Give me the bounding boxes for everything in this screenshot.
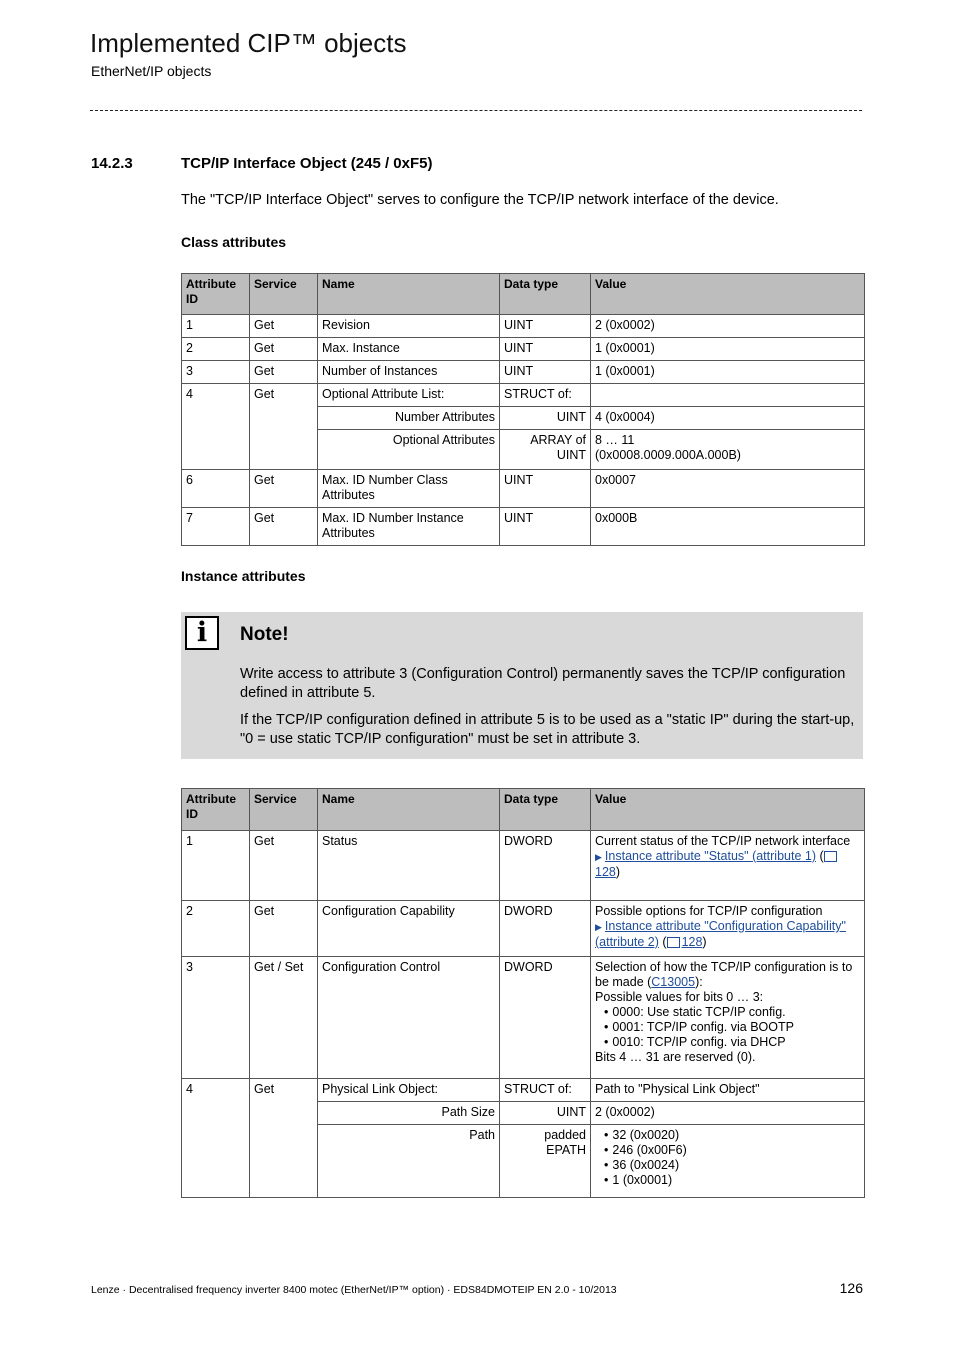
list-item: • 36 (0x0024) [613, 1158, 860, 1173]
cell-type: UINT [500, 470, 591, 508]
cell-service: Get [250, 384, 318, 470]
dashed-divider [90, 110, 862, 111]
list-item: • 1 (0x0001) [613, 1173, 860, 1188]
section-intro: The "TCP/IP Interface Object" serves to configure the TCP/IP network interface of the device. [181, 192, 779, 208]
class-attributes-table [181, 273, 865, 546]
cell-value: 1 (0x0001) [591, 361, 865, 384]
cell-service: Get [250, 361, 318, 384]
cell-type: UINT [500, 361, 591, 384]
cell-value: 2 (0x0002) [591, 1102, 865, 1125]
column-header: Name [318, 274, 500, 315]
table-row [182, 901, 865, 957]
cell-type: UINT [500, 338, 591, 361]
cell-type: UINT [500, 1102, 591, 1125]
cell-name: Revision [318, 315, 500, 338]
column-header: Data type [500, 789, 591, 831]
cell-value: 8 … 11 (0x0008.0009.000A.000B) [591, 430, 865, 470]
cell-value: Possible options for TCP/IP configuration ▶ Instance attribute "Configuration Capability" (attribute 2) ( 128) [591, 901, 865, 957]
instance-attributes-table [181, 788, 865, 1198]
table-row [182, 957, 865, 1079]
list-item: • 0001: TCP/IP config. via BOOTP [613, 1020, 860, 1035]
cell-name: Number of Instances [318, 361, 500, 384]
cell-name: Physical Link Object: [318, 1079, 500, 1102]
cell-type: DWORD [500, 957, 591, 1079]
table-row [182, 508, 865, 546]
column-header: Service [250, 789, 318, 831]
cell-value [591, 1125, 865, 1198]
cell-name: Configuration Control [318, 957, 500, 1079]
arrow-right-icon: ▶ [595, 852, 602, 862]
cell-service: Get [250, 1079, 318, 1198]
cell-name: Status [318, 831, 500, 901]
cell-service: Get [250, 901, 318, 957]
cross-reference-link[interactable]: Instance attribute "Configuration Capability" (attribute 2) [595, 919, 846, 949]
page-number: 126 [839, 1280, 863, 1296]
table-row [182, 361, 865, 384]
cell-type: DWORD [500, 901, 591, 957]
cell-value [591, 384, 865, 407]
cell-id: 1 [182, 315, 250, 338]
cell-id: 2 [182, 901, 250, 957]
cell-name: Max. Instance [318, 338, 500, 361]
book-icon [667, 937, 680, 948]
cell-name: Optional Attribute List: [318, 384, 500, 407]
cell-service: Get [250, 508, 318, 546]
table-row [182, 470, 865, 508]
cell-type: padded EPATH [500, 1125, 591, 1198]
cell-service: Get [250, 338, 318, 361]
cell-service: Get [250, 470, 318, 508]
cell-type: STRUCT of: [500, 384, 591, 407]
cell-service: Get [250, 831, 318, 901]
cell-id: 3 [182, 361, 250, 384]
cell-id: 3 [182, 957, 250, 1079]
page-subtitle: EtherNet/IP objects [91, 63, 212, 79]
cell-name: Max. ID Number Instance Attributes [318, 508, 500, 546]
table-row [182, 1079, 865, 1102]
column-header: Name [318, 789, 500, 831]
page-reference-link[interactable]: 128 [667, 935, 703, 949]
column-header: Attribute ID [182, 274, 250, 315]
cell-subname: Optional Attributes [318, 430, 500, 470]
column-header: Value [591, 789, 865, 831]
class-attributes-heading: Class attributes [181, 234, 287, 250]
list-item: • 246 (0x00F6) [613, 1143, 860, 1158]
bullet-list [595, 1005, 860, 1050]
section-number: 14.2.3 [91, 155, 133, 172]
cell-type: UINT [500, 508, 591, 546]
cell-id: 4 [182, 1079, 250, 1198]
cell-name: Max. ID Number Class Attributes [318, 470, 500, 508]
cell-id: 4 [182, 384, 250, 470]
cell-type: ARRAY of UINT [500, 430, 591, 470]
page-title: Implemented CIP™ objects [90, 28, 407, 58]
cell-value: 4 (0x0004) [591, 407, 865, 430]
list-item: • 0000: Use static TCP/IP config. [613, 1005, 860, 1020]
note-title: Note! [240, 624, 289, 645]
cell-value: Path to "Physical Link Object" [591, 1079, 865, 1102]
cell-id: 7 [182, 508, 250, 546]
arrow-right-icon: ▶ [595, 922, 602, 932]
table-row [182, 338, 865, 361]
cell-type: UINT [500, 315, 591, 338]
column-header: Data type [500, 274, 591, 315]
column-header: Value [591, 274, 865, 315]
cell-subname: Path [318, 1125, 500, 1198]
table-row [182, 831, 865, 901]
cell-value: 0x0007 [591, 470, 865, 508]
cell-value: Selection of how the TCP/IP configuration is to be made (C13005): Possible values for bits 0 … 3: • 0000: Use static TCP/IP config. • 0001: TCP/IP config. via BOOTP • 0010: TCP/IP config. via DHCP Bits 4 … 31 are reserved (0). [591, 957, 865, 1079]
page-reference-link[interactable]: 128 [595, 849, 839, 879]
table-row [182, 384, 865, 407]
cell-id: 2 [182, 338, 250, 361]
section-title: TCP/IP Interface Object (245 / 0xF5) [181, 155, 433, 172]
list-item: • 32 (0x0020) [613, 1128, 860, 1143]
info-icon: i [185, 616, 219, 650]
instance-attributes-heading: Instance attributes [181, 568, 306, 584]
list-item: • 0010: TCP/IP config. via DHCP [613, 1035, 860, 1050]
page-footer: Lenze · Decentralised frequency inverter 8400 motec (EtherNet/IP™ option) · EDS84DMOTEIP EN 2.0 - 10/2013 [91, 1284, 617, 1296]
note-paragraph: If the TCP/IP configuration defined in attribute 5 is to be used as a "static IP" during the start-up, "0 = use static TCP/IP configuration" must be set in attribute 3. [240, 712, 855, 747]
cell-type: UINT [500, 407, 591, 430]
cell-id: 6 [182, 470, 250, 508]
table-row [182, 315, 865, 338]
bullet-list [595, 1128, 860, 1188]
cross-reference-link[interactable]: Instance attribute "Status" (attribute 1) [604, 849, 816, 863]
cell-name: Configuration Capability [318, 901, 500, 957]
code-link[interactable]: C13005 [651, 975, 696, 989]
cell-subname: Path Size [318, 1102, 500, 1125]
cell-value: 2 (0x0002) [591, 315, 865, 338]
book-icon [824, 851, 837, 862]
cell-subname: Number Attributes [318, 407, 500, 430]
column-header: Service [250, 274, 318, 315]
note-box [181, 612, 863, 759]
cell-value: 1 (0x0001) [591, 338, 865, 361]
cell-service: Get [250, 315, 318, 338]
note-paragraph: Write access to attribute 3 (Configuration Control) permanently saves the TCP/IP configuration defined in attribute 5. [240, 666, 846, 701]
cell-value: 0x000B [591, 508, 865, 546]
cell-type: DWORD [500, 831, 591, 901]
column-header: Attribute ID [182, 789, 250, 831]
cell-value: Current status of the TCP/IP network interface ▶ Instance attribute "Status" (attribute 1) (128) [591, 831, 865, 901]
cell-service: Get / Set [250, 957, 318, 1079]
cell-type: STRUCT of: [500, 1079, 591, 1102]
cell-id: 1 [182, 831, 250, 901]
